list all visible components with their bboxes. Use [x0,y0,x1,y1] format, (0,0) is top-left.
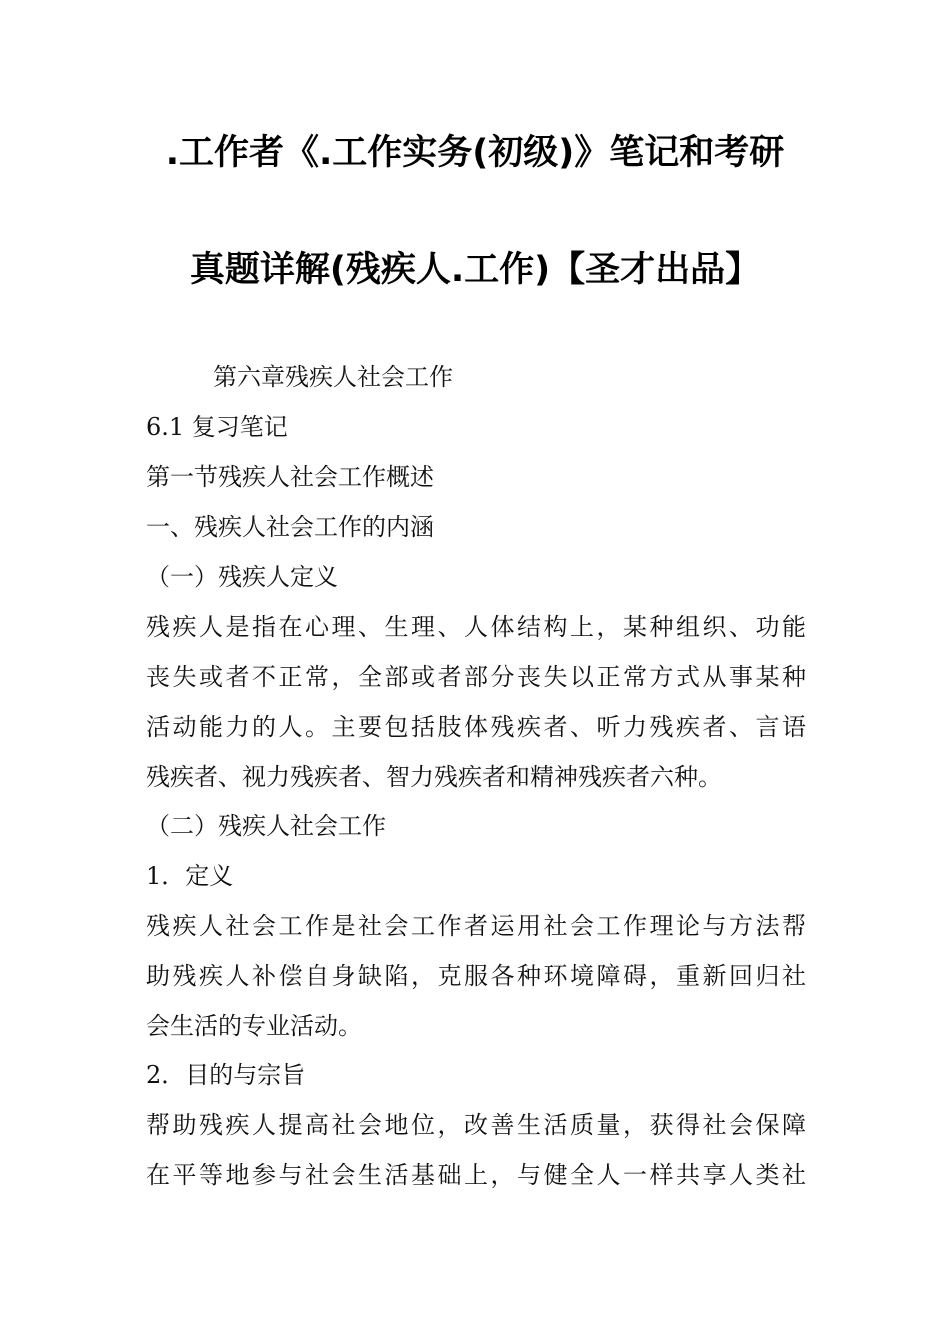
paragraph-line: 活动能力的人。主要包括肢体残疾者、听力残疾者、言语 [146,713,806,741]
document-title-line-2: 真题详解(残疾人.工作)【圣才出品】 [189,250,761,290]
subheading-social-work: （二）残疾人社会工作 [146,812,386,840]
paragraph-line: 残疾者、视力残疾者、智力残疾者和精神残疾者六种。 [146,763,722,791]
paragraph-line: 助残疾人补偿自身缺陷，克服各种环境障碍，重新回归社 [146,962,806,990]
subheading-definition: （一）残疾人定义 [146,563,338,591]
item-definition-label: 1．定义 [146,862,234,890]
paragraph-line: 残疾人是指在心理、生理、人体结构上，某种组织、功能 [146,613,806,641]
paragraph-line: 在平等地参与社会生活基础上，与健全人一样共享人类社 [146,1161,806,1189]
paragraph-line: 帮助残疾人提高社会地位，改善生活质量，获得社会保障 [146,1111,806,1139]
paragraph-line: 丧失或者不正常，全部或者部分丧失以正常方式从事某种 [146,663,806,691]
paragraph-line: 会生活的专业活动。 [146,1012,362,1040]
section-heading: 第一节残疾人社会工作概述 [146,463,434,491]
paragraph-line: 残疾人社会工作是社会工作者运用社会工作理论与方法帮 [146,912,806,940]
chapter-title: 第六章残疾人社会工作 [213,363,453,391]
document-title-line-1: .工作者《.工作实务(初级)》笔记和考研 [165,133,785,173]
section-number: 6.1 复习笔记 [146,413,288,441]
item-purpose-label: 2．目的与宗旨 [146,1061,306,1089]
subheading-connotation: 一、残疾人社会工作的内涵 [146,513,434,541]
